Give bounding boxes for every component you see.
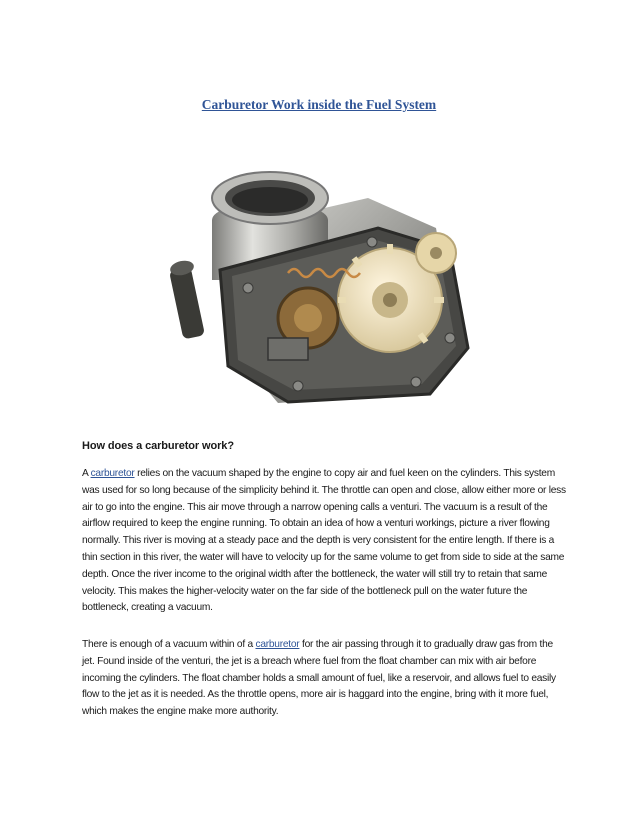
section-heading: How does a carburetor work? — [82, 440, 234, 452]
paragraph-2-prefix: There is enough of a vacuum within of a — [82, 639, 256, 650]
paragraph-2 — [82, 637, 566, 721]
paragraph-1 — [82, 466, 566, 617]
paragraph-2-text: for the air passing through it to gradually draw gas from the jet. Found inside of the venturi, the jet is a breach where fuel from the float chamber can mix with air before incoming the cylinders. The float chamber holds a small amount of fuel, like a reservoir, and allows fuel to easily flow to the jet as it is needed. As the throttle opens, more air is haggard into the engine, bring with it more fuel, which makes the engine make more authority. — [82, 639, 556, 718]
paragraph-1-text: relies on the vacuum shaped by the engine to copy air and fuel keen on the cylinders. This system was used for so long because of the simplicity behind it. The throttle can open and close, allow either more or less air to go into the engine. This air move through a narrow opening calls a venturi. The vacuum is a result of the airflow required to keep the engine running. To obtain an idea of how a venturi workings, picture a river flowing normally. This river is moving at a steady pace and the depth is very consistent for the entire length. If there is a thin section in this river, the water will have to velocity up for the same volume to get from side to side at the same depth. Once the river income to the original width after the bottleneck, the water will still try to retain that same velocity. This makes the higher-velocity water on the far side of the bottleneck pull on the water future the bottleneck, creating a vacuum. — [82, 468, 566, 614]
paragraph-1-prefix: A — [82, 468, 91, 479]
carburetor-link[interactable]: carburetor — [90, 468, 135, 479]
carburetor-link-2[interactable]: carburetor — [255, 639, 300, 650]
page-title: Carburetor Work inside the Fuel System — [201, 97, 437, 112]
throttle-body-photo-icon — [168, 158, 478, 413]
